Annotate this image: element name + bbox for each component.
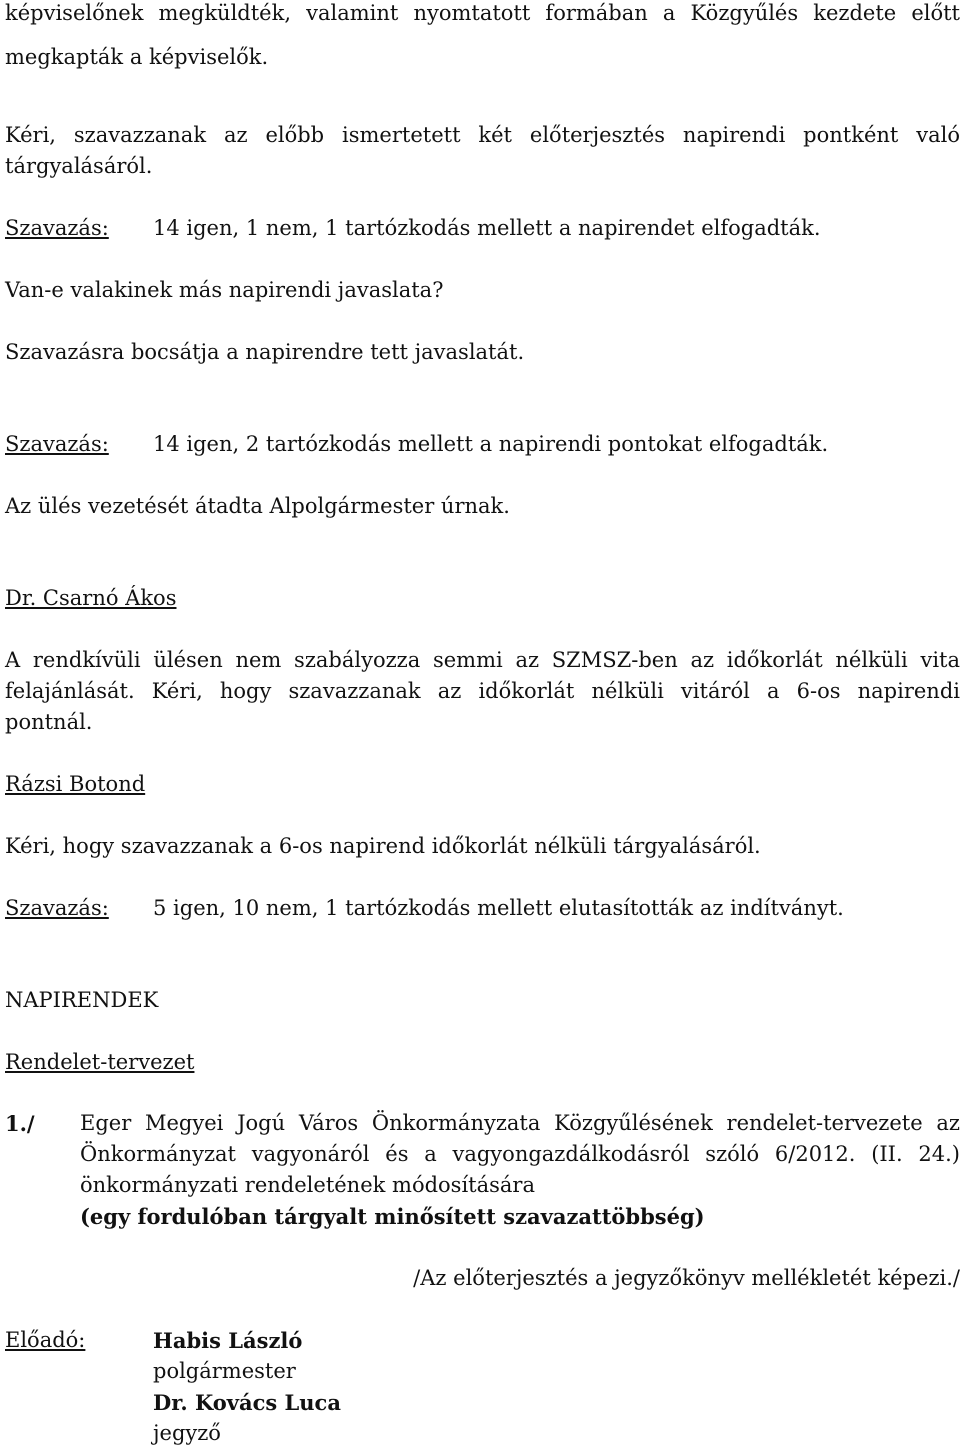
presenter-block [5, 1325, 960, 1449]
paragraph-line: megkapták a képviselők. [5, 45, 269, 69]
speech-line: felajánlását. Kéri, hogy szavazzanak az időkorlát nélküli vitáról a 6-os napirendi [5, 679, 960, 703]
speech-line: A rendkívüli ülésen nem szabályozza semmi az SZMSZ-ben az időkorlát nélküli vita [5, 648, 960, 672]
subsection-heading: Rendelet-tervezet [5, 1050, 195, 1074]
presenter-title: jegyző [153, 1421, 221, 1445]
agenda-item-1 [5, 1108, 960, 1232]
speaker-name: Rázsi Botond [5, 772, 146, 796]
presenter-list [153, 1325, 341, 1449]
presenter-title: polgármester [153, 1359, 296, 1383]
vote-label: Szavazás: [5, 896, 109, 920]
speaker-name: Dr. Csarnó Ákos [5, 586, 177, 610]
speech-line: pontnál. [5, 710, 93, 734]
question-line: Van-e valakinek más napirendi javaslata? [5, 278, 444, 302]
handover-line: Az ülés vezetését átadta Alpolgármester úrnak. [5, 494, 510, 518]
vote-text: 14 igen, 2 tartózkodás mellett a napirendi pontokat elfogadták. [153, 432, 829, 456]
presenter-label: Előadó: [5, 1328, 86, 1352]
agenda-item-line: Eger Megyei Jogú Város Önkormányzata Közgyűlésének rendelet-tervezete az [80, 1111, 960, 1135]
paragraph-line: Kéri, szavazzanak az előbb ismertetett két előterjesztés napirendi pontként való [5, 123, 960, 147]
vote-label: Szavazás: [5, 432, 109, 456]
agenda-item-line: Önkormányzat vagyonáról és a vagyongazdálkodásról szóló 6/2012. (II. 24.) [80, 1142, 960, 1166]
agenda-item-number: 1./ [5, 1111, 35, 1136]
agenda-item-majority-note: (egy fordulóban tárgyalt minősített szavazattöbbség) [80, 1204, 705, 1229]
document-page [5, 0, 960, 1450]
presenter-name: Habis László [153, 1328, 303, 1353]
vote-text: 5 igen, 10 nem, 1 tartózkodás mellett elutasították az indítványt. [153, 896, 844, 920]
paragraph-line: képviselőnek megküldték, valamint nyomtatott formában a Közgyűlés kezdete előtt [5, 1, 960, 25]
attachment-note: /Az előterjesztés a jegyzőkönyv mellékletét képezi./ [413, 1266, 960, 1290]
agenda-item-line: önkormányzati rendeletének módosítására [80, 1173, 535, 1197]
question-line: Szavazásra bocsátja a napirendre tett javaslatát. [5, 340, 525, 364]
paragraph-line: tárgyalásáról. [5, 154, 153, 178]
vote-text: 14 igen, 1 nem, 1 tartózkodás mellett a napirendet elfogadták. [153, 216, 821, 240]
section-heading: NAPIRENDEK [5, 988, 159, 1012]
presenter-name: Dr. Kovács Luca [153, 1390, 341, 1415]
vote-label: Szavazás: [5, 216, 109, 240]
speech-line: Kéri, hogy szavazzanak a 6-os napirend időkorlát nélküli tárgyalásáról. [5, 834, 761, 858]
agenda-item-text [80, 1108, 960, 1232]
